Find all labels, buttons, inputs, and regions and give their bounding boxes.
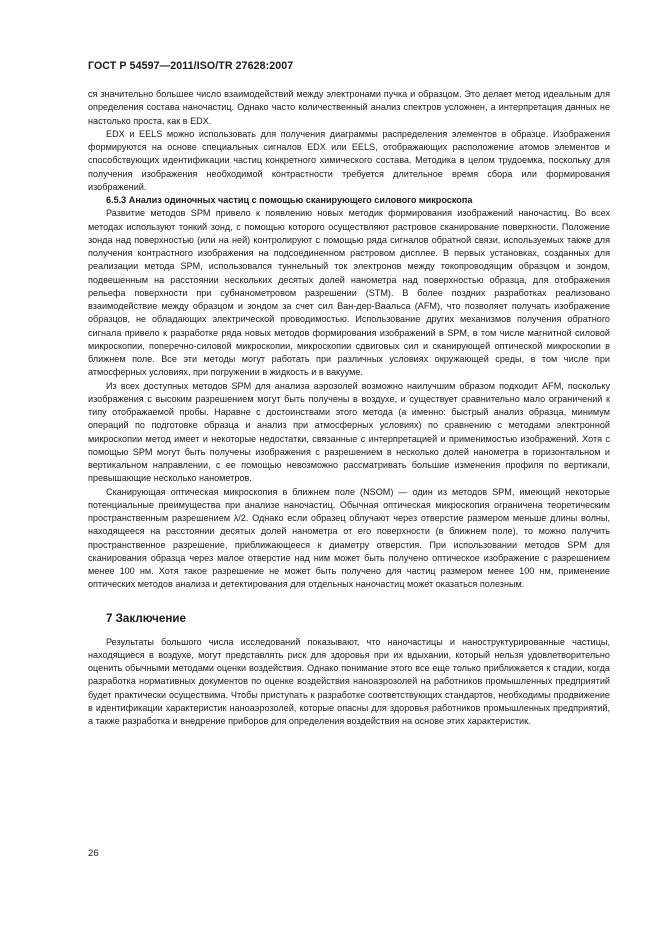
paragraph: Развитие методов SPM привело к появлению новых методик формирования изображений наночастиц. Во всех методах используют тонкий зонд, с помощью которого осуществляют растровое сканирование поверхности. Положение зонда над поверхностью (или на ней) контролируют с помощью ряда сигналов обратной связи, используемых также для получения контрастного изображения на подсоединенном растровом дисплее. В первых установках, созданных для реализации метода SPM, использовался туннельный ток электронов между токопроводящим образцом и зондом, подвешенным на расстоянии нескольких десятых долей нанометра над поверхностью образца, для отображения рельефа поверхности при субнанометровом разрешении (STM). В более поздних разработках реализовано взаимодействие между образцом и зондом за счет сил Ван-дер-Ваальса (AFM), что позволяет получать изображение образцов, не обладающих электрической проводимостью. Использование других механизмов получения обратного сигнала привело к разработке ряда новых методов формирования изображений в SPM, в том числе магнитной силовой микроскопии, поперечно-силовой микроскопии, микроскопии сдвиговых сил и сканирующей оптической микроскопии в ближнем поле. Все эти методы могут работать при различных условиях окружающей среды, в том числе при атмосферных условиях, при погружении в жидкость и в вакууме. xyxy=(88,208,610,378)
page-number: 26 xyxy=(88,848,99,859)
paragraph: EDX и EELS можно использовать для получения диаграммы распределения элементов в образце. Изображения формируются на основе специальных сигналов EDX или EELS, отображающих расположение атомов элементов и способствующих идентификации частиц конкретного химического состава. Методика в целом трудоемка, поскольку для получения изображения необходимой контрастности требуется длительное время сбора или формирования изображений. xyxy=(88,128,610,192)
paragraph: Результаты большого числа исследований показывают, что наночастицы и наноструктурированные частицы, находящиеся в воздухе, могут представлять риск для здоровья при их вдыхании, который нельзя удовлетворительно оценить обычными методами оценки воздействия. Однако понимание этого все еще только приближается к стадии, когда разработка нормативных документов по оценке воздействия наноаэрозолей на работников промышленных предприятий будет практически осуществима. Чтобы приступать к разработке соответствующих стандартов, необходимы продвижение в идентификации характеристик наноаэрозолей, которые опасны для здоровья работников промышленных предприятий, а также разработка и внедрение приборов для определения воздействия на основе этих характеристик. xyxy=(88,636,610,726)
paragraph: ся значительно большее число взаимодействий между электронами пучка и образцом. Это делает метод идеальным для определения состава наночастиц. Однако часто количественный анализ спектров усложнен, а интерпретация данных не настолько проста, как в EDX. xyxy=(88,89,610,126)
document-header: ГОСТ Р 54597—2011/ISO/TR 27628:2007 xyxy=(88,60,294,72)
subsection-heading: 6.5.3 Анализ одиночных частиц с помощью сканирующего силового микроскопа xyxy=(106,195,473,205)
paragraph: Сканирующая оптическая микроскопия в ближнем поле (NSOM) — один из методов SPM, имеющий некоторые потенциальные преимущества при анализе наночастиц. Обычная оптическая микроскопия ограничена теоретическим пространственным разрешением λ/2. Однако если образец облучают через отверстие размером меньше длины волны, находящееся на расстоянии десятых долей нанометра от его поверхности (в ближнем поле), то можно получить пространственное разрешение, приближающееся к диаметру отверстия. При использовании методов SPM для сканирования образца через малое отверстие над ним может быть получено оптическое изображение с разрешением менее 100 нм. Хотя такое разрешение не может быть получено для частиц размером менее 100 нм, применение оптических методов анализа и детектирования для отдельных наночастиц может оказаться полезным. xyxy=(88,486,610,590)
paragraph: Из всех доступных методов SPM для анализа аэрозолей возможно наилучшим образом подходит AFM, поскольку изображения с высоким разрешением могут быть получены в воздухе, и существует сравнительно мало ограничений к типу отображаемой пробы. Наравне с достоинствами этого метода (а именно: быстрый анализ образца, минимум операций по подготовке образца и анализ при атмосферных условиях) по сравнению с методами электронной микроскопии метод имеет и некоторые недостатки, связанные с интерпретацией и применимостью изображений. Хотя с помощью SPM могут быть получены изображения с разрешением в несколько долей нанометра в горизонтальном и вертикальном направлении, с ее помощью невозможно рассматривать большие изменения профиля по вертикали, превышающие несколько нанометров. xyxy=(88,380,610,484)
section-heading: 7 Заключение xyxy=(106,611,186,625)
document-body xyxy=(88,88,610,728)
